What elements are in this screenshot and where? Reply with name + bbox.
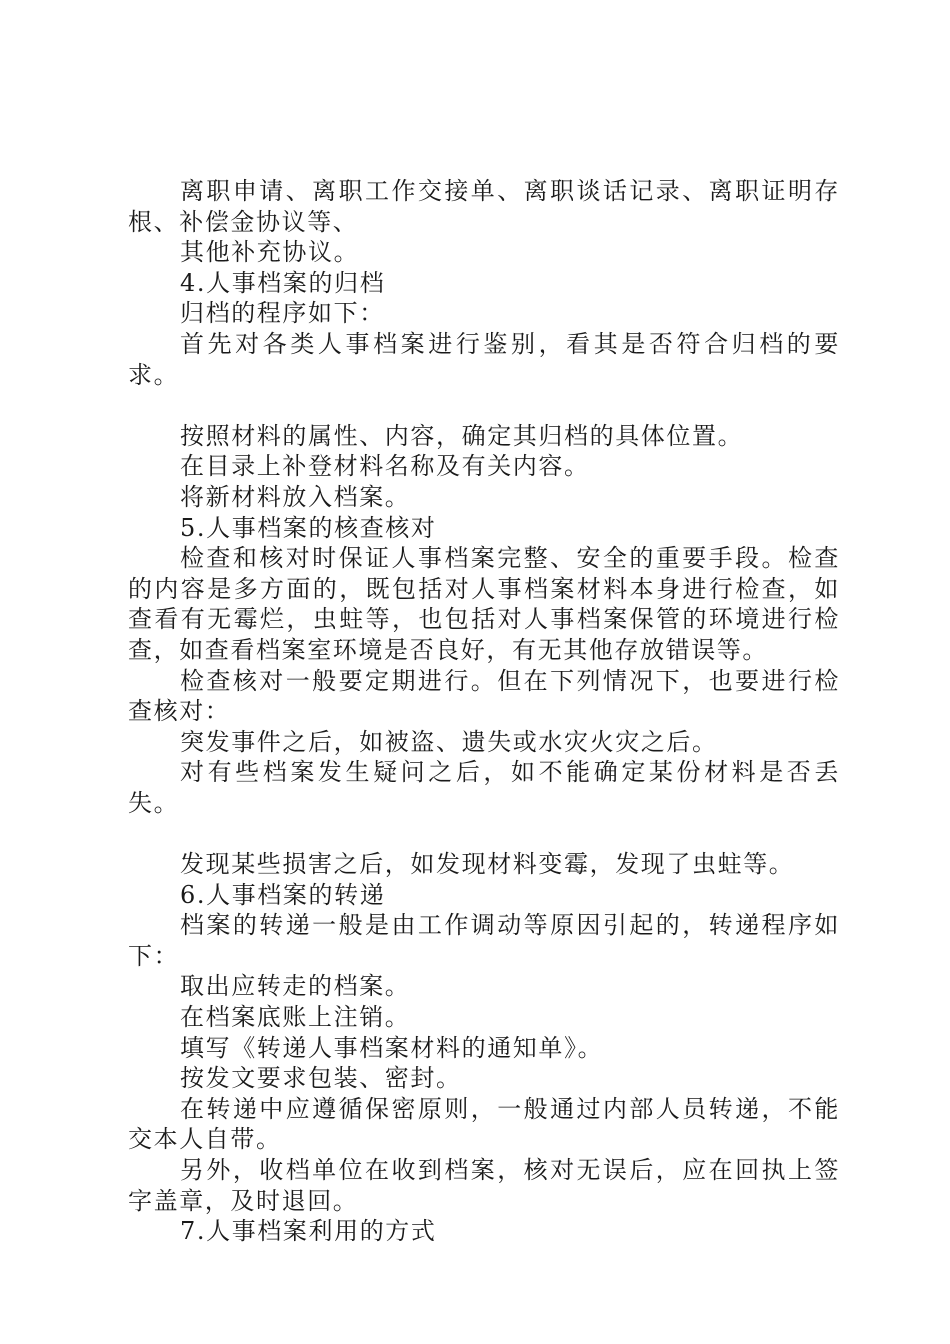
paragraph: 将新材料放入档案。 [180, 482, 411, 511]
blank-line [128, 390, 840, 421]
section-heading: 6.人事档案的转递 [180, 880, 386, 909]
paragraph: 对有些档案发生疑问之后，如不能确定某份材料是否丢失。 [128, 758, 840, 817]
paragraph: 在目录上补登材料名称及有关内容。 [180, 452, 590, 481]
paragraph: 发现某些损害之后，如发现材料变霉，发现了虫蛀等。 [180, 850, 795, 879]
paragraph: 取出应转走的档案。 [180, 972, 411, 1001]
blank-line [128, 818, 840, 849]
section-heading: 7.人事档案利用的方式 [180, 1217, 437, 1246]
paragraph: 在档案底账上注销。 [180, 1003, 411, 1032]
paragraph: 按照材料的属性、内容，确定其归档的具体位置。 [180, 421, 744, 450]
paragraph: 首先对各类人事档案进行鉴别，看其是否符合归档的要求。 [128, 329, 840, 389]
section-heading: 4.人事档案的归档 [180, 268, 386, 297]
paragraph: 填写《转递人事档案材料的通知单》。 [180, 1033, 604, 1062]
section-heading: 5.人事档案的核查核对 [180, 513, 437, 542]
paragraph: 归档的程序如下： [180, 299, 385, 328]
paragraph: 按发文要求包装、密封。 [180, 1064, 462, 1093]
paragraph: 在转递中应遵循保密原则，一般通过内部人员转递，不能交本人自带。 [128, 1094, 840, 1154]
paragraph: 另外，收档单位在收到档案，核对无误后，应在回执上签字盖章，及时退回。 [128, 1156, 840, 1215]
paragraph: 档案的转递一般是由工作调动等原因引起的，转递程序如下： [128, 911, 840, 970]
paragraph: 突发事件之后，如被盗、遗失或水灾火灾之后。 [180, 727, 718, 756]
paragraph: 检查和核对时保证人事档案完整、安全的重要手段。检查的内容是多方面的，既包括对人事档案材料本身进行检查，如查看有无霉烂，虫蛀等，也包括对人事档案保管的环境进行检查，如查看档案室环境是否良好，有无其他存放错误等。 [128, 544, 840, 664]
paragraph: 离职申请、离职工作交接单、离职谈话记录、离职证明存根、补偿金协议等、 [128, 177, 840, 236]
paragraph: 检查核对一般要定期进行。但在下列情况下，也要进行检查核对： [128, 666, 840, 726]
paragraph: 其他补充协议。 [180, 238, 360, 267]
document-body [128, 176, 840, 1247]
